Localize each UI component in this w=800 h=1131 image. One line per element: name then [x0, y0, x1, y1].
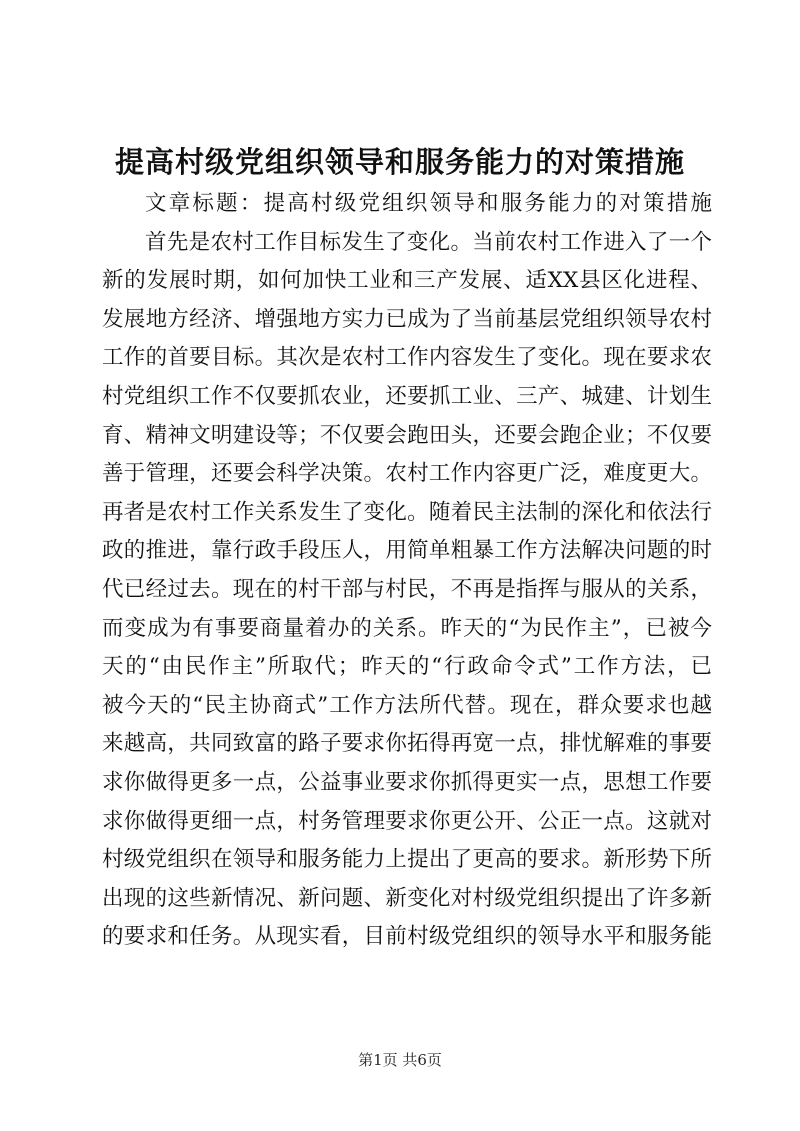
text-line: 被今天的“民主协商式”工作方法所代替。现在，群众要求也越 [102, 692, 712, 718]
page-title: 提高村级党组织领导和服务能力的对策措施 [114, 145, 685, 179]
text-line: 的要求和任务。从现实看，目前村级党组织的领导水平和服务能 [102, 924, 712, 950]
text-line: 出现的这些新情况、新问题、新变化对村级党组织提出了许多新 [102, 885, 712, 911]
text-line: 天的“由民作主”所取代；昨天的“行政命令式”工作方法，已 [102, 654, 712, 680]
text-line: 发展地方经济、增强地方实力已成为了当前基层党组织领导农村 [102, 306, 712, 332]
page-number: 第1页 共6页 [358, 1051, 442, 1069]
text-line: 育、精神文明建设等；不仅要会跑田头，还要会跑企业；不仅要 [102, 422, 712, 448]
text-line: 再者是农村工作关系发生了变化。随着民主法制的深化和依法行 [102, 499, 712, 525]
text-line: 善于管理，还要会科学决策。农村工作内容更广泛，难度更大。 [102, 461, 712, 487]
body-text [102, 185, 712, 957]
text-line: 政的推进，靠行政手段压人，用简单粗暴工作方法解决问题的时 [102, 538, 712, 564]
text-line: 代已经过去。现在的村干部与村民，不再是指挥与服从的关系， [102, 576, 712, 602]
text-line: 新的发展时期，如何加快工业和三产发展、适XX县区化进程、 [102, 268, 712, 294]
text-line: 工作的首要目标。其次是农村工作内容发生了变化。现在要求农 [102, 345, 712, 371]
text-line: 文章标题：提高村级党组织领导和服务能力的对策措施 [145, 191, 712, 216]
text-line: 村党组织工作不仅要抓农业，还要抓工业、三产、城建、计划生 [102, 383, 712, 409]
text-line: 求你做得更多一点，公益事业要求你抓得更实一点，思想工作要 [102, 769, 712, 795]
text-line: 求你做得更细一点，村务管理要求你更公开、公正一点。这就对 [102, 808, 712, 834]
text-line: 而变成为有事要商量着办的关系。昨天的“为民作主”，已被今 [102, 615, 712, 641]
text-line: 首先是农村工作目标发生了变化。当前农村工作进入了一个 [145, 229, 712, 255]
text-line: 村级党组织在领导和服务能力上提出了更高的要求。新形势下所 [102, 847, 712, 873]
text-line: 来越高，共同致富的路子要求你拓得再宽一点，排忧解难的事要 [102, 731, 712, 757]
